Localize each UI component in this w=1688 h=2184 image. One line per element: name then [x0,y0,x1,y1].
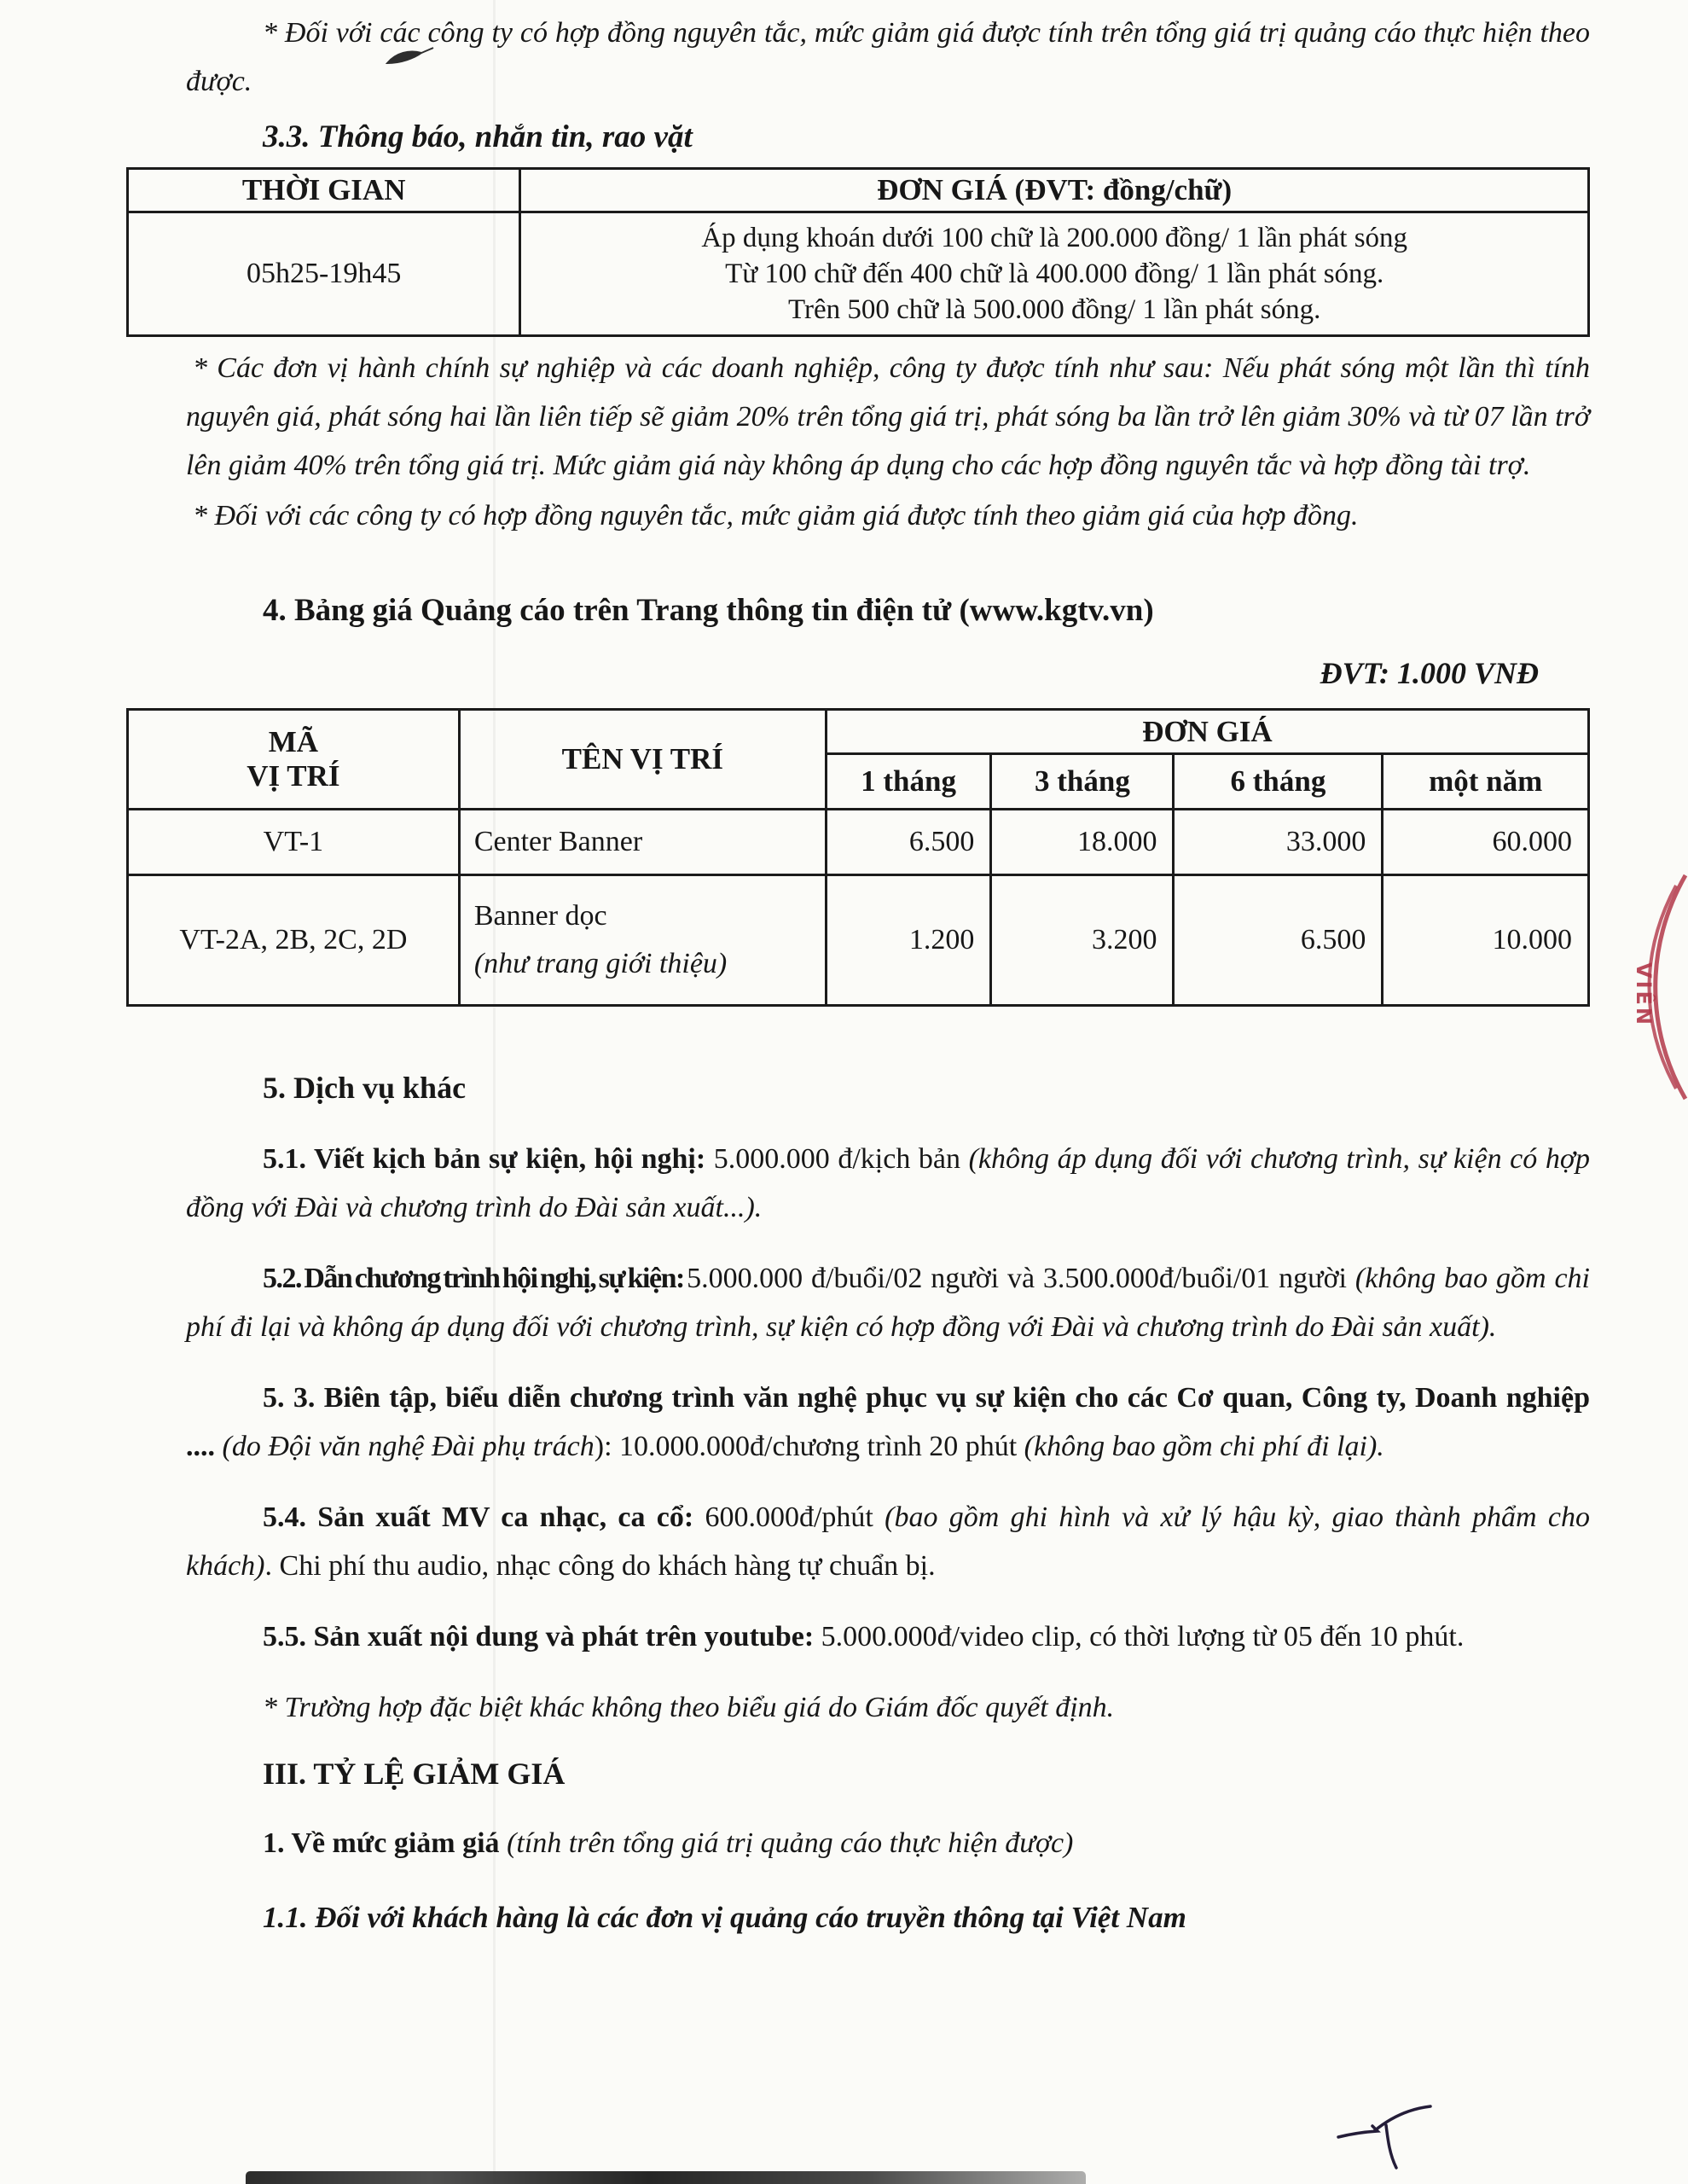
pen-mark-bottom [1335,2103,1446,2180]
position-code: VT-1 [128,810,460,875]
time-slot-cell: 05h25-19h45 [128,212,520,336]
pen-scribble-shape [387,48,433,63]
section-iii-heading: III. TỶ LỆ GIẢM GIÁ [263,1757,566,1791]
item-5-1-price: 5.000.000 đ/kịch bản [713,1143,969,1175]
red-stamp-partial [1603,872,1688,1102]
price-3-month: 18.000 [991,810,1174,875]
item-5-3-price: ): 10.000.000đ/chương trình 20 phút [594,1431,1024,1462]
item-5-5-title: 5.5. Sản xuất nội dung và phát trên youtube: [263,1621,821,1653]
position-name-main: Banner dọc [473,900,607,932]
time-column-header: THỜI GIAN [128,169,520,212]
price-column-header: ĐƠN GIÁ (ĐVT: đồng/chữ) [520,169,1589,212]
item-5-5-paragraph [126,1612,1590,1661]
section-3-3-heading: 3.3. Thông báo, nhắn tin, rao vặt [263,119,693,154]
notice-price-table [126,167,1590,337]
item-5-3-note1: (do Đội văn nghệ Đài phụ trách [222,1431,595,1462]
stamp-outer-arc [1656,875,1685,1099]
item-5-2-paragraph [126,1254,1590,1351]
code-header-line2: VỊ TRÍ [247,759,340,793]
price-6-month: 33.000 [1174,810,1383,875]
position-code: VT-2A, 2B, 2C, 2D [128,875,460,1006]
price-6-month: 6.500 [1174,875,1383,1006]
period-1-month-header: 1 tháng [826,754,991,810]
price-line-3: Trên 500 chữ là 500.000 đồng/ 1 lần phát sóng. [788,294,1321,325]
special-case-note: * Trường hợp đặc biệt khác không theo biểu giá do Giám đốc quyết định. [263,1692,1115,1723]
contract-note-paragraph: * Đối với các công ty có hợp đồng nguyên tắc, mức giảm giá được tính theo giảm giá của hợp đồng. [193,500,1359,531]
price-group-header: ĐƠN GIÁ [826,710,1588,754]
item-1-note: (tính trên tổng giá trị quảng cáo thực hiện được) [507,1827,1074,1859]
period-6-month-header: 6 tháng [1174,754,1383,810]
item-5-1-note: (không áp dụng đối với chương trình, sự kiện có hợp đồng với Đài và chương trình do Đài sản xuất...). [186,1143,1590,1223]
item-1-title: 1. Về mức giảm giá [263,1827,508,1859]
pen-scribble-top [384,44,435,73]
stamp-text: VIÊN [1632,962,1656,1027]
item-5-2-price: 5.000.000 đ/buổi/02 người và 3.500.000đ/buổi/01 người [687,1263,1355,1294]
item-5-4-title: 5.4. Sản xuất MV ca nhạc, ca cổ: [263,1502,705,1533]
name-column-header: TÊN VỊ TRÍ [459,710,826,810]
item-5-5-price: 5.000.000đ/video clip, có thời lượng từ 05 đến 10 phút. [821,1621,1465,1653]
item-5-1-paragraph [126,1135,1590,1232]
price-1-month: 1.200 [826,875,991,1006]
table-header-row [128,169,1589,212]
website-ad-price-table [126,708,1590,1007]
code-header-line1: MÃ [268,725,319,758]
item-5-2-title: 5.2. Dẫn chương trình hội nghị, sự kiện: [263,1263,687,1294]
item-5-4-note: (bao gồm ghi hình và xử lý hậu kỳ, giao thành phẩm cho khách) [186,1502,1590,1582]
position-name-note: (như trang giới thiệu) [473,948,728,979]
intro-note-text: * Đối với các công ty có hợp đồng nguyên tắc, mức giảm giá được tính trên tổng giá trị quảng cáo thực hiện theo được. [186,17,1590,97]
price-line-1: Áp dụng khoán dưới 100 chữ là 200.000 đồng/ 1 lần phát sóng [701,223,1408,253]
item-5-4-paragraph [126,1493,1590,1590]
position-name [459,875,826,1006]
period-1-year-header: một năm [1383,754,1589,810]
section-5-heading: 5. Dịch vụ khác [263,1071,467,1105]
item-5-2-note: (không bao gồm chi phí đi lại và không áp dụng đối với chương trình, sự kiện có hợp đồng với Đài và chương trình do Đài sản xuất). [186,1263,1590,1343]
table-row-vt2 [128,875,1589,1006]
price-1-month: 6.500 [826,810,991,875]
item-5-4-price: 600.000đ/phút [705,1502,885,1533]
discount-rate-item-1-1: 1.1. Đối với khách hàng là các đơn vị quảng cáo truyền thông tại Việt Nam [263,1901,1186,1934]
price-line-2: Từ 100 chữ đến 400 chữ là 400.000 đồng/ 1 lần phát sóng. [725,258,1384,289]
item-5-3-note2: (không bao gồm chi phí đi lại). [1024,1431,1384,1462]
table-row [128,212,1589,336]
discount-note-paragraph: * Các đơn vị hành chính sự nghiệp và các doanh nghiệp, công ty được tính như sau: Nếu phát sóng một lần thì tính nguyên giá, phát sóng hai lần liên tiếp sẽ giảm 20% trên tổng giá trị, phát sóng ba lần trở lên giảm 30% và từ 07 lần trở lên giảm 40% trên tổng giá trị. Mức giảm giá này không áp dụng cho các hợp đồng nguyên tắc và hợp đồng tài trợ. [186,352,1590,481]
unit-note: ĐVT: 1.000 VNĐ [1320,656,1539,690]
discount-rate-item-1 [263,1819,1590,1867]
item-5-4-tail: . Chi phí thu audio, nhạc công do khách hàng tự chuẩn bị. [264,1550,936,1582]
intro-note-paragraph [126,9,1590,106]
pen-mark-strokes [1338,2106,1430,2168]
table-row-vt1 [128,810,1589,875]
item-5-1-title: 5.1. Viết kịch bản sự kiện, hội nghị: [263,1143,714,1175]
price-1-year: 60.000 [1383,810,1589,875]
period-3-month-header: 3 tháng [991,754,1174,810]
table-header-group-row [128,710,1589,754]
scan-edge-artifact [246,2171,1086,2184]
item-5-3-paragraph [126,1374,1590,1471]
price-3-month: 3.200 [991,875,1174,1006]
item-5-3-title: 5. 3. Biên tập, biểu diễn chương trình văn nghệ phục vụ sự kiện cho các Cơ quan, Công ty, Doanh nghiệp .... [186,1382,1590,1462]
section-4-heading: 4. Bảng giá Quảng cáo trên Trang thông tin điện tử (www.kgtv.vn) [263,593,1154,628]
price-detail-cell [520,212,1589,336]
code-column-header [128,710,460,810]
price-1-year: 10.000 [1383,875,1589,1006]
position-name: Center Banner [459,810,826,875]
document-content [126,0,1590,1942]
